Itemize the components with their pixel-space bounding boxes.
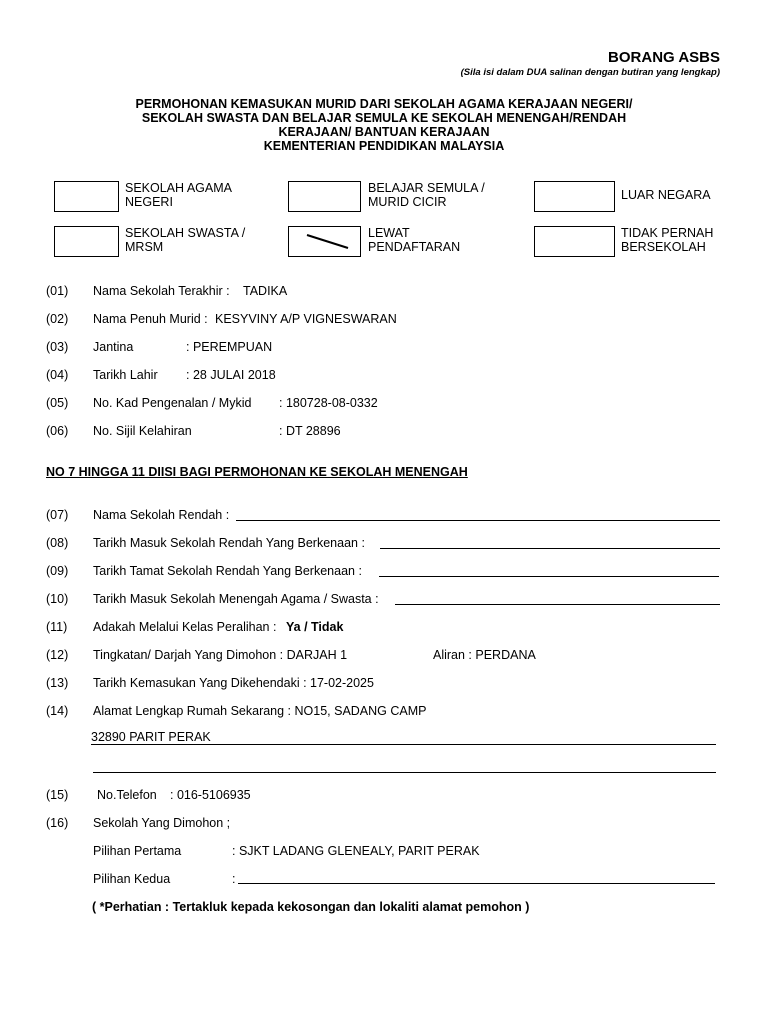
section-heading: NO 7 HINGGA 11 DIISI BAGI PERMOHONAN KE SEKOLAH MENENGAH (46, 465, 468, 479)
form-instruction: (Sila isi dalam DUA salinan dengan butiran yang lengkap) (460, 67, 720, 78)
field-value-mykid: : 180728-08-0332 (279, 396, 378, 410)
label-luar-negara: LUAR NEGARA (621, 188, 711, 202)
input-line-pilihan-kedua[interactable] (238, 883, 715, 884)
form-title: BORANG ASBS (608, 49, 720, 66)
field-value-nama-penuh: KESYVINY A/P VIGNESWARAN (215, 312, 397, 326)
heading-line-1: PERMOHONAN KEMASUKAN MURID DARI SEKOLAH AGAMA KERAJAAN NEGERI/ (135, 97, 633, 111)
field-number: (12) (46, 648, 69, 662)
input-line-alamat-3[interactable] (93, 772, 716, 773)
input-line-tarikh-tamat-rendah[interactable] (379, 576, 719, 577)
label-pilihan-pertama: Pilihan Pertama (93, 844, 182, 858)
checkbox-lewat-pendaftaran[interactable] (288, 226, 361, 257)
field-value-telefon: : 016-5106935 (170, 788, 251, 802)
checkbox-tidak-pernah-bersekolah[interactable] (534, 226, 615, 257)
field-alamat: Alamat Lengkap Rumah Sekarang : NO15, SADANG CAMP (93, 704, 427, 718)
field-number: (01) (46, 284, 69, 298)
label-sekolah-agama-negeri: SEKOLAH AGAMA NEGERI (125, 181, 232, 209)
field-number: (05) (46, 396, 69, 410)
input-line-tarikh-masuk-menengah[interactable] (395, 604, 720, 605)
field-number: (02) (46, 312, 69, 326)
label-sekolah-swasta: SEKOLAH SWASTA / MRSM (125, 226, 246, 254)
check-mark-icon (289, 227, 360, 256)
field-number: (10) (46, 592, 69, 606)
field-label-nama-penuh: Nama Penuh Murid : (93, 312, 208, 326)
field-label-telefon: No.Telefon (97, 788, 157, 802)
heading-line-3: KERAJAAN/ BANTUAN KERAJAAN (278, 125, 490, 139)
value-pilihan-pertama: : SJKT LADANG GLENEALY, PARIT PERAK (232, 844, 480, 858)
colon-pilihan-kedua: : (232, 872, 236, 886)
field-value-nama-sekolah-terakhir: TADIKA (243, 284, 288, 298)
field-label-nama-sekolah-rendah: Nama Sekolah Rendah : (93, 508, 230, 522)
field-label-jantina: Jantina (93, 340, 134, 354)
heading-line-2: SEKOLAH SWASTA DAN BELAJAR SEMULA KE SEKOLAH MENENGAH/RENDAH (141, 111, 627, 125)
field-value-jantina: : PEREMPUAN (186, 340, 273, 354)
label-tidak-pernah-bersekolah: TIDAK PERNAH BERSEKOLAH (621, 226, 714, 254)
field-label-mykid: No. Kad Pengenalan / Mykid (93, 396, 252, 410)
field-value-kelas-peralihan[interactable]: Ya / Tidak (286, 620, 344, 634)
label-lewat-pendaftaran: LEWAT PENDAFTARAN (368, 226, 461, 254)
checkbox-belajar-semula[interactable] (288, 181, 361, 212)
heading-line-4: KEMENTERIAN PENDIDIKAN MALAYSIA (263, 139, 505, 153)
field-number: (14) (46, 704, 69, 718)
field-label-sekolah-dimohon: Sekolah Yang Dimohon ; (93, 816, 231, 830)
field-label-nama-sekolah-terakhir: Nama Sekolah Terakhir : (93, 284, 230, 298)
field-number: (07) (46, 508, 69, 522)
field-label-sijil: No. Sijil Kelahiran (93, 424, 192, 438)
field-number: (09) (46, 564, 69, 578)
field-aliran: Aliran : PERDANA (433, 648, 536, 662)
checkbox-sekolah-swasta[interactable] (54, 226, 119, 257)
field-number: (06) (46, 424, 69, 438)
field-value-sijil: : DT 28896 (279, 424, 341, 438)
field-tarikh-kemasukan: Tarikh Kemasukan Yang Dikehendaki : 17-02-2025 (93, 676, 374, 690)
label-pilihan-kedua: Pilihan Kedua (93, 872, 171, 886)
field-number: (15) (46, 788, 69, 802)
field-label-tarikh-masuk-menengah: Tarikh Masuk Sekolah Menengah Agama / Swasta : (93, 592, 379, 606)
checkbox-sekolah-agama-negeri[interactable] (54, 181, 119, 212)
field-value-tarikh-lahir: : 28 JULAI 2018 (186, 368, 276, 382)
checkbox-luar-negara[interactable] (534, 181, 615, 212)
field-number: (11) (46, 620, 68, 634)
field-label-tarikh-lahir: Tarikh Lahir (93, 368, 158, 382)
field-alamat-line-2: 32890 PARIT PERAK (91, 730, 211, 744)
field-number: (16) (46, 816, 69, 830)
field-label-kelas-peralihan: Adakah Melalui Kelas Peralihan : (93, 620, 277, 634)
field-number: (08) (46, 536, 69, 550)
input-line-tarikh-masuk-rendah[interactable] (380, 548, 720, 549)
field-label-tarikh-tamat-rendah: Tarikh Tamat Sekolah Rendah Yang Berkenaan : (93, 564, 362, 578)
label-belajar-semula: BELAJAR SEMULA / MURID CICIR (368, 181, 485, 209)
field-number: (13) (46, 676, 69, 690)
input-line-alamat-2[interactable] (91, 744, 716, 745)
field-tingkatan: Tingkatan/ Darjah Yang Dimohon : DARJAH 1 (93, 648, 348, 662)
field-number: (04) (46, 368, 69, 382)
input-line-nama-sekolah-rendah[interactable] (236, 520, 720, 521)
field-number: (03) (46, 340, 69, 354)
attention-note: ( *Perhatian : Tertakluk kepada kekosongan dan lokaliti alamat pemohon ) (92, 900, 530, 914)
field-label-tarikh-masuk-rendah: Tarikh Masuk Sekolah Rendah Yang Berkenaan : (93, 536, 365, 550)
